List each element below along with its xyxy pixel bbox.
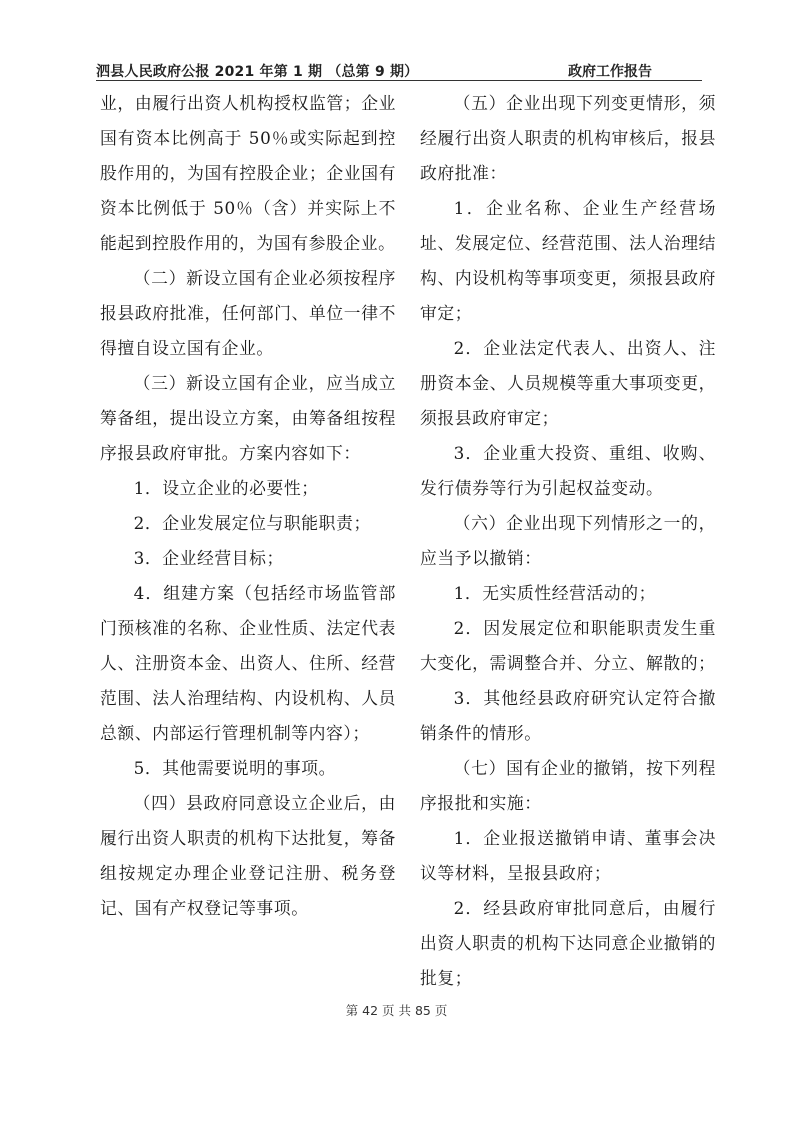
list-item: 1．设立企业的必要性；	[133, 478, 319, 498]
paragraph: （四）县政府同意设立企业后，由履行出资人职责的机构下达批复，筹备组按规定办理企业登记注册、税务登记、国有产权登记等事项。	[100, 793, 396, 918]
paragraph: （二）新设立国有企业必须按程序报县政府批准，任何部门、单位一律不得擅自设立国有企业。	[100, 268, 396, 358]
list-item: 3．企业经营目标；	[133, 548, 284, 568]
list-item: 3．其他经县政府研究认定符合撤销条件的情形。	[420, 688, 716, 743]
list-item: 1．无实质性经营活动的；	[453, 583, 657, 603]
publication-title: 泗县人民政府公报 2021 年第 1 期 （总第 9 期）	[96, 64, 419, 80]
list-item: 2．企业法定代表人、出资人、注册资本金、人员规模等重大事项变更，须报县政府审定；	[420, 338, 716, 428]
paragraph: （三）新设立国有企业，应当成立筹备组，提出设立方案，由筹备组按程序报县政府审批。方案内容如下：	[100, 373, 396, 463]
list-item: 3．企业重大投资、重组、收购、发行债券等行为引起权益变动。	[420, 443, 716, 498]
header-divider	[96, 80, 702, 81]
list-item: 1．企业报送撤销申请、董事会决议等材料，呈报县政府；	[420, 828, 716, 883]
paragraph: （五）企业出现下列变更情形，须经履行出资人职责的机构审核后，报县政府批准：	[420, 93, 716, 183]
right-column	[420, 86, 716, 996]
page-number: 第 42 页 共 85 页	[345, 1003, 448, 1018]
paragraph: （七）国有企业的撤销，按下列程序报批和实施：	[420, 758, 716, 813]
left-column	[100, 86, 396, 926]
list-item: 2．因发展定位和职能职责发生重大变化，需调整合并、分立、解散的；	[420, 618, 716, 673]
list-item: 4．组建方案（包括经市场监管部门预核准的名称、企业性质、法定代表人、注册资本金、出资人、住所、经营范围、法人治理结构、内设机构、人员总额、内部运行管理机制等内容）；	[100, 583, 396, 743]
page-header	[96, 58, 702, 80]
list-item: 2．企业发展定位与职能职责；	[133, 513, 371, 533]
paragraph: （六）企业出现下列情形之一的，应当予以撤销：	[420, 513, 716, 568]
list-item: 2．经县政府审批同意后，由履行出资人职责的机构下达同意企业撤销的批复；	[420, 898, 716, 988]
section-title: 政府工作报告	[568, 64, 652, 80]
paragraph: 业，由履行出资人机构授权监管；企业国有资本比例高于 50％或实际起到控股作用的，为国有控股企业；企业国有资本比例低于 50％（含）并实际上不能起到控股作用的，为国有参股企业。	[100, 93, 396, 253]
list-item: 1．企业名称、企业生产经营场址、发展定位、经营范围、法人治理结构、内设机构等事项变更，须报县政府审定；	[420, 198, 716, 323]
list-item: 5．其他需要说明的事项。	[133, 758, 337, 778]
